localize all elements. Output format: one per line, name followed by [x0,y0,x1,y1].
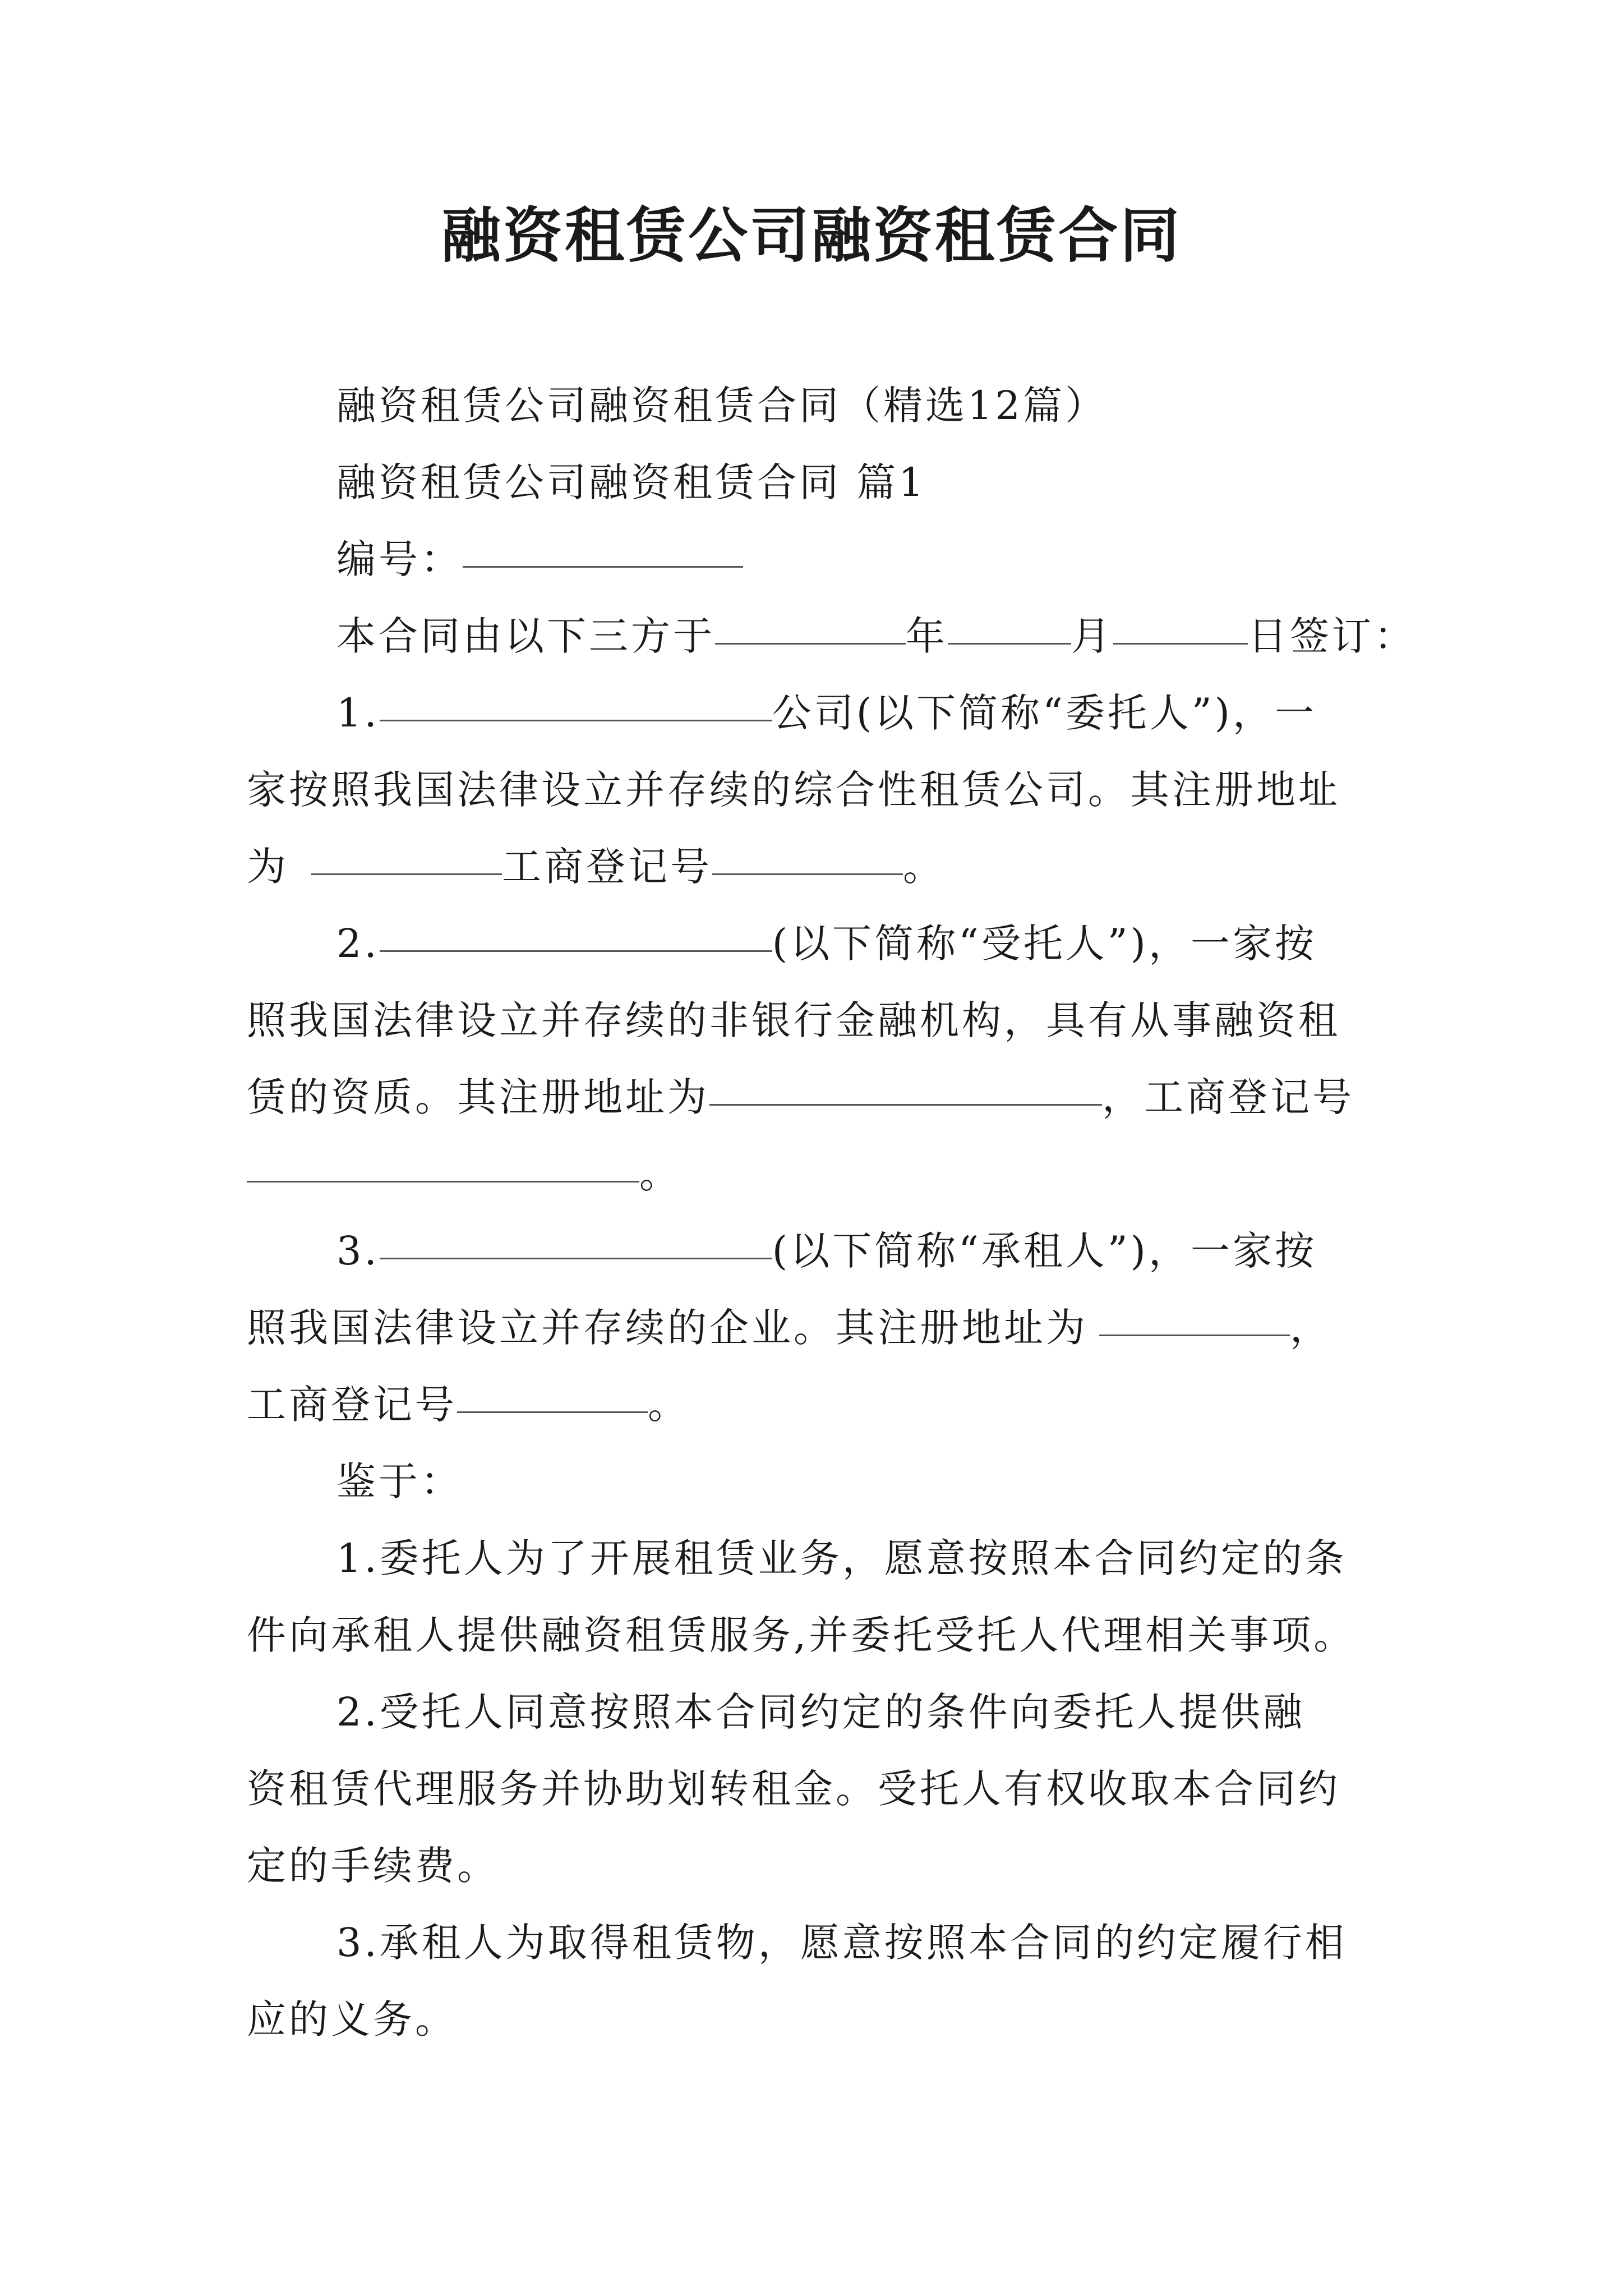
text-segment: 日签订： [1248,613,1416,659]
party-3-address-blank [1099,1290,1290,1336]
text-segment: 赁的资质。其注册地址为 [247,1074,709,1120]
text-segment: ， [1290,1305,1332,1351]
text-segment: 3. [336,1228,380,1274]
text-segment: 公司(以下简称“委托人”)，一 [772,690,1317,736]
text-segment: 工商登记号 [247,1382,457,1428]
party-3-registration-line [247,1366,1385,1443]
text-segment: 月 [1071,613,1113,659]
paragraph-line: 照我国法律设立并存续的非银行金融机构，具有从事融资租 [247,997,1340,1043]
contract-number-blank [463,521,743,568]
paragraph-line: 融资租赁公司融资租赁合同 篇1 [336,459,926,505]
party-3-line [247,1213,1385,1290]
text-segment: 为 [247,844,289,890]
paragraph-line: 3.承租人为取得租赁物，愿意按照本合同的约定履行相 [336,1920,1347,1966]
party-3-name-blank [380,1213,772,1259]
party-1-name-blank [380,675,772,721]
day-blank [1113,598,1248,645]
party-2-address-blank [709,1059,1102,1106]
text-segment: 。 [639,1151,681,1197]
party-2-address-line [247,1059,1385,1136]
party-2-registration-blank [247,1136,639,1182]
paragraph-line: 融资租赁公司融资租赁合同（精选12篇） [336,383,1108,429]
text-segment: 。 [903,844,945,890]
whereas-heading: 鉴于： [336,1458,463,1504]
paragraph-line: 资租赁代理服务并协助划转租金。受托人有权收取本合同约 [247,1766,1340,1812]
paragraph-line: 1.委托人为了开展租赁业务，愿意按照本合同约定的条 [336,1535,1347,1581]
paragraph-line: 应的义务。 [247,1996,457,2042]
party-1-line [247,675,1385,752]
party-2-line [247,905,1385,982]
month-blank [948,598,1071,645]
document-title: 融资租赁公司融资租赁合同 [441,200,1182,270]
party-2-registration-line [247,1136,1385,1213]
text-segment: 照我国法律设立并存续的企业。其注册地址为 [247,1305,1088,1351]
paragraph-line: 2.受托人同意按照本合同约定的条件向委托人提供融 [336,1689,1305,1735]
contract-number-line [247,521,1385,598]
party-3-registration-blank [457,1366,648,1413]
text-segment: 1. [336,690,380,736]
signing-date-line [247,598,1416,675]
party-1-address-line [247,829,1385,905]
party-1-address-blank [311,829,502,875]
text-segment: (以下简称“承租人”)，一家按 [772,1228,1317,1274]
text-segment: 本合同由以下三方于 [336,613,715,659]
paragraph-line: 件向承租人提供融资租赁服务,并委托受托人代理相关事项。 [247,1612,1356,1658]
party-2-name-blank [380,905,772,952]
text-segment: 。 [648,1382,690,1428]
paragraph-line: 定的手续费。 [247,1843,499,1889]
text-segment: ，工商登记号 [1102,1074,1354,1120]
text-segment: 2. [336,921,380,967]
year-blank [715,598,906,645]
party-1-registration-blank [712,829,903,875]
party-3-address-line [247,1290,1385,1366]
contract-number-label: 编号： [336,536,463,582]
document-body [247,367,1416,2058]
paragraph-line: 家按照我国法律设立并存续的综合性租赁公司。其注册地址 [247,767,1340,813]
text-segment: (以下简称“受托人”)，一家按 [772,921,1317,967]
text-segment: 工商登记号 [502,844,712,890]
text-segment: 年 [906,613,948,659]
